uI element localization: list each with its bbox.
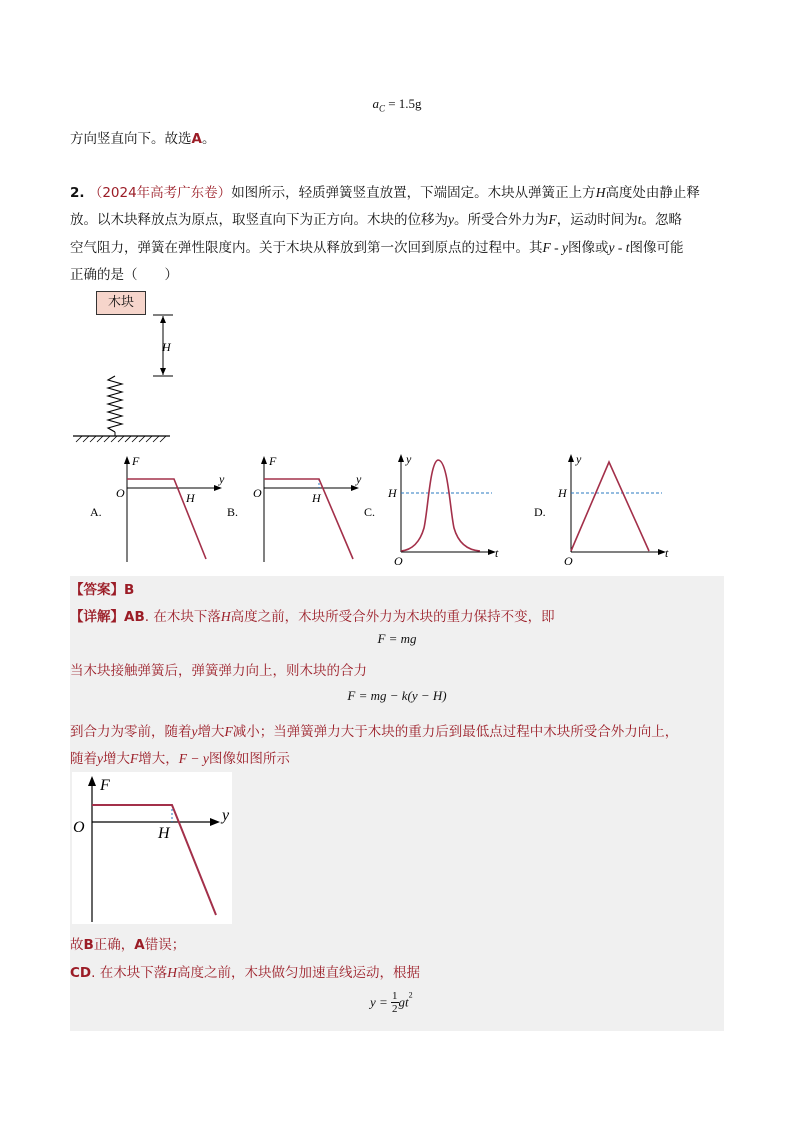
option-d-curve [571, 462, 649, 551]
eq3-den: 2 [392, 1003, 398, 1015]
concl-a: A [134, 937, 145, 953]
q-text-1: 如图所示，轻质弹簧竖直放置，下端固定。木块从弹簧正上方 [231, 185, 596, 201]
option-b-axis-x: y [356, 472, 362, 486]
conclusion-line [70, 933, 185, 953]
detail-cd-text1: . 在木块下落 [91, 965, 168, 981]
q-text-3b: 图像或 [567, 240, 609, 256]
option-b-graph [225, 452, 365, 567]
option-a-mark: H [186, 491, 195, 505]
big-graph-axis-y: F [100, 777, 110, 794]
detail-text3b: 增大 [197, 724, 225, 740]
eq3-lhs: y = [370, 994, 392, 1010]
figure-H-label: H [162, 340, 171, 354]
question-line-1 [70, 181, 700, 201]
detail-line-3 [70, 720, 678, 740]
detail-text4b: 增大 [103, 751, 130, 767]
option-d-mark: H [558, 486, 567, 500]
option-d-axis-x: t [665, 546, 669, 560]
detail-text4-F: F [130, 751, 139, 766]
option-a-letter: A. [90, 505, 102, 519]
detail-ab-text2: 高度之前，木块所受合外力为木块的重力保持不变，即 [230, 609, 555, 625]
option-b-mark: H [312, 491, 321, 505]
eq1-text: F = mg [377, 631, 417, 646]
eq-sub: C [378, 103, 385, 114]
eq3-exp: 2 [408, 990, 413, 1000]
eq2-text: F = mg − k(y − H) [347, 688, 447, 703]
eq3-num: 1 [392, 990, 398, 1002]
question-source: （2024年高考广东卷） [88, 185, 232, 201]
option-d-graph [532, 450, 682, 570]
eq3-fraction [391, 990, 399, 1015]
answer-direction-line [70, 127, 215, 147]
detail-text3a: 到合力为零前，随着 [70, 724, 192, 740]
detail-line-4 [70, 747, 290, 767]
q-text-2d: 。忽略 [641, 212, 683, 228]
q-text-2c: ，运动时间为 [556, 212, 638, 228]
detail-cd-var: H [167, 965, 177, 980]
option-c-curve [401, 460, 480, 551]
detail-ab-var: H [220, 609, 231, 624]
direction-text: 方向竖直向下。故选 [70, 131, 192, 147]
eq3-rhs: gt [398, 994, 409, 1010]
option-c-origin: O [394, 554, 403, 568]
chosen-answer: A [191, 131, 202, 147]
q-text-4: 正确的是（ ） [70, 267, 178, 283]
eq-a: a [372, 96, 379, 111]
detail-cd-text2: 高度之前，木块做匀加速直线运动，根据 [176, 965, 420, 981]
eq-rest: = 1.5g [384, 96, 422, 111]
question-line-4 [70, 263, 178, 283]
option-c-axis-x: t [495, 546, 499, 560]
concl-text: 故 [70, 937, 84, 953]
answer-line [70, 578, 134, 598]
var-H: H [595, 185, 606, 200]
big-graph-mark: H [158, 825, 170, 842]
detail-text2: 当木块接触弹簧后，弹簧弹力向上，则木块的合力 [70, 663, 367, 679]
var-yt: y - t [608, 240, 630, 255]
q-text-3a: 空气阻力，弹簧在弹性限度内。关于木块从释放到第一次回到原点的过程中。其 [70, 240, 543, 256]
detail-text4c: 增大， [138, 751, 179, 767]
equation-ac [70, 96, 724, 114]
question-number: 2. [70, 185, 85, 201]
question-line-2 [70, 208, 682, 228]
question-line-3 [70, 236, 683, 256]
option-a-graph [88, 452, 228, 567]
detail-text4-y: y [97, 751, 103, 766]
detail-label: 【详解】 [70, 609, 124, 625]
concl-b: B [83, 937, 94, 953]
big-graph-axis-x: y [222, 807, 230, 824]
var-F: F [548, 212, 557, 227]
option-d-letter: D. [534, 505, 546, 519]
detail-cd-head: CD [70, 965, 92, 981]
detail-text4-fy: F − y [178, 751, 209, 766]
q-text-2b: 。所受合外力为 [454, 212, 549, 228]
option-d-axis-y: y [576, 452, 582, 466]
answer-label: 【答案】 [70, 582, 124, 598]
equation-net-force [70, 688, 724, 704]
option-a-origin: O [116, 486, 125, 500]
block-label: 木块 [107, 295, 134, 310]
detail-text3-F: F [224, 724, 233, 739]
q-text-3c: 图像可能 [629, 240, 684, 256]
var-fy: F - y [542, 240, 568, 255]
option-d-origin: O [564, 554, 573, 568]
option-a-axis-x: y [219, 472, 225, 486]
big-fy-graph [72, 772, 232, 924]
option-c-letter: C. [364, 505, 376, 519]
option-b-curve [264, 479, 353, 559]
detail-text3c: 减小；当弹簧弹力大于木块的重力后到最低点过程中木块所受合外力向上， [232, 724, 679, 740]
option-b-letter: B. [227, 505, 239, 519]
concl-mid: 正确， [93, 937, 135, 953]
direction-end: 。 [201, 131, 216, 147]
q-text-1-end: 高度处由静止释 [605, 185, 700, 201]
big-graph-origin: O [73, 819, 85, 836]
detail-ab-head: AB [124, 609, 145, 625]
detail-ab-text1: . 在木块下落 [144, 609, 221, 625]
var-t: t [637, 212, 642, 227]
detail-text4d: 图像如图所示 [208, 751, 290, 767]
detail-text3-y: y [191, 724, 198, 739]
answer-value: B [124, 582, 135, 598]
detail-line-1 [70, 605, 555, 625]
detail-text4a: 随着 [70, 751, 97, 767]
equation-y-half-gt2 [370, 990, 413, 1015]
spring-figure [68, 310, 178, 450]
option-b-origin: O [253, 486, 262, 500]
detail-line-2 [70, 659, 367, 679]
option-c-graph [362, 450, 512, 570]
spring [108, 376, 122, 432]
var-y: y [448, 212, 454, 227]
equation-f-mg [70, 631, 724, 647]
concl-end: 错误； [144, 937, 186, 953]
option-c-axis-y: y [406, 452, 412, 466]
detail-line-cd [70, 961, 420, 981]
q-text-2a: 放。以木块释放点为原点，取竖直向下为正方向。木块的位移为 [70, 212, 448, 228]
option-a-axis-y: F [132, 454, 140, 468]
option-b-axis-y: F [269, 454, 277, 468]
option-c-mark: H [388, 486, 397, 500]
